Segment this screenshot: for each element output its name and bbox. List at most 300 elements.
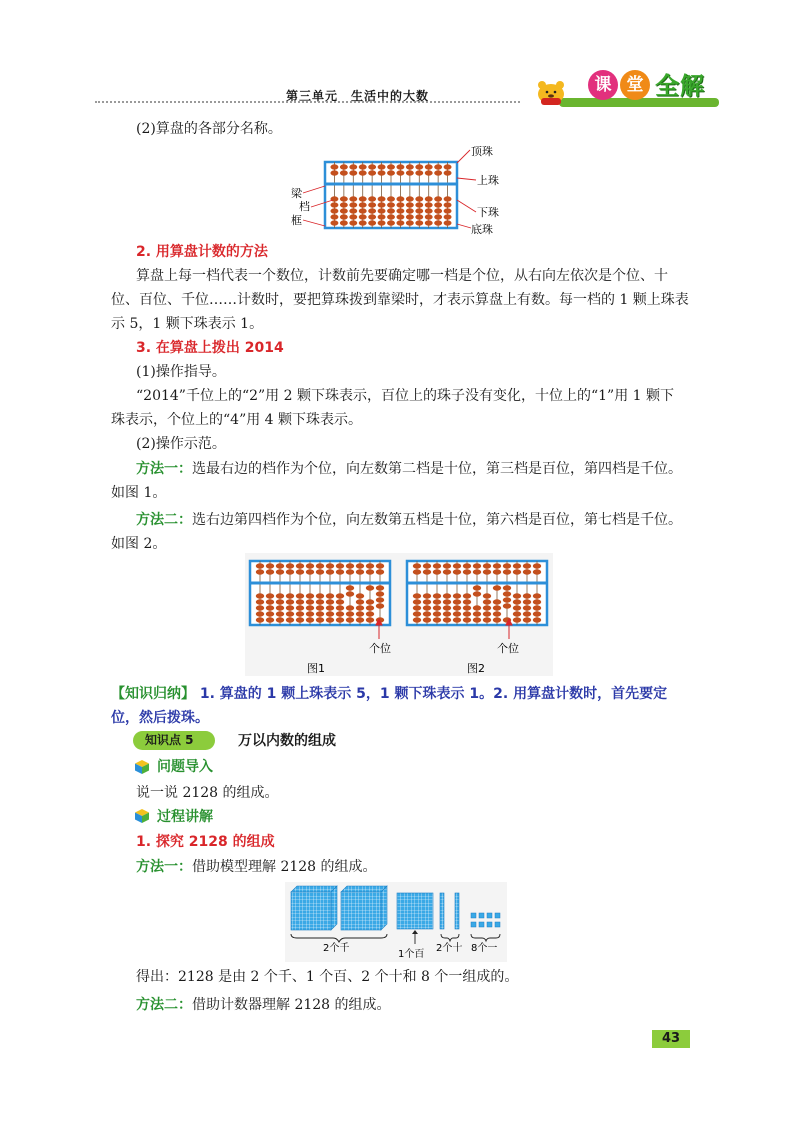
lower-bead (396, 202, 404, 207)
lower-bead (276, 605, 284, 610)
lower-bead (346, 585, 354, 590)
upper-bead (326, 563, 334, 568)
upper-bead (523, 563, 531, 568)
summary-label: 【知识归纳】 (111, 686, 195, 702)
lower-bead (513, 599, 521, 604)
intro-heading: 问题导入 (157, 759, 213, 775)
lower-bead (368, 202, 376, 207)
upper-bead (473, 569, 481, 574)
lower-bead (266, 593, 274, 598)
summary-line-2: 位，然后拨珠。 (111, 710, 209, 726)
section-3-heading: 3. 在算盘上拨出 2014 (136, 340, 284, 356)
lower-bead (346, 611, 354, 616)
lower-bead (266, 599, 274, 604)
lower-bead (378, 208, 386, 213)
label-top-bead: 顶珠 (471, 145, 493, 158)
upper-bead (340, 170, 348, 175)
kp5-method-2 (136, 994, 391, 1016)
lower-bead (463, 593, 471, 598)
lower-bead (387, 214, 395, 219)
lower-bead (425, 214, 433, 219)
lower-bead (483, 593, 491, 598)
lower-bead (444, 220, 452, 225)
method-2-cont: 如图 2。 (111, 536, 167, 552)
lower-bead (368, 214, 376, 219)
lower-bead (533, 611, 541, 616)
lower-bead (533, 617, 541, 622)
kp5-method-2-text: 借助计数器理解 2128 的组成。 (192, 997, 391, 1013)
ten-rod-1 (440, 893, 444, 929)
lower-bead (276, 617, 284, 622)
lower-bead (306, 605, 314, 610)
logo-char-3: 全解 (655, 72, 705, 100)
lower-bead (340, 214, 348, 219)
section-2-heading: 2. 用算盘计数的方法 (136, 244, 268, 260)
lower-bead (346, 617, 354, 622)
lower-bead (330, 208, 338, 213)
upper-bead (463, 563, 471, 568)
summary-text-1: 1. 算盘的 1 颗上珠表示 5，1 颗下珠表示 1。2. 用算盘计数时，首先要定 (195, 686, 668, 702)
lower-bead (413, 593, 421, 598)
lower-bead (434, 202, 442, 207)
abacus-parts-diagram (285, 140, 515, 240)
upper-bead (423, 563, 431, 568)
lower-bead (443, 593, 451, 598)
lower-bead (493, 585, 501, 590)
upper-bead (425, 170, 433, 175)
lower-bead (463, 617, 471, 622)
upper-bead (256, 563, 264, 568)
lower-bead (387, 196, 395, 201)
kp5-method-2-label: 方法二： (136, 997, 192, 1013)
upper-bead (443, 563, 451, 568)
hundred-flat (397, 893, 433, 929)
lower-bead (396, 196, 404, 201)
upper-bead (359, 170, 367, 175)
lower-bead (493, 599, 501, 604)
lower-bead (349, 214, 357, 219)
lower-bead (483, 605, 491, 610)
lower-bead (296, 617, 304, 622)
lower-bead (423, 611, 431, 616)
lower-bead (444, 202, 452, 207)
upper-bead (473, 563, 481, 568)
thousand-cube-2 (341, 886, 387, 930)
lower-bead (483, 599, 491, 604)
upper-bead (433, 569, 441, 574)
lower-bead (434, 196, 442, 201)
upper-bead (349, 170, 357, 175)
lower-bead (425, 208, 433, 213)
lower-bead (256, 611, 264, 616)
lower-bead (406, 202, 414, 207)
lower-bead (336, 599, 344, 604)
lower-bead (356, 593, 364, 598)
lower-bead (453, 599, 461, 604)
section-3-sub-2: (2)操作示范。 (136, 436, 226, 452)
upper-bead (336, 569, 344, 574)
upper-bead (296, 563, 304, 568)
fig1-caption: 图1 (307, 662, 325, 675)
lower-bead (423, 593, 431, 598)
lower-bead (433, 593, 441, 598)
upper-bead (286, 569, 294, 574)
lower-bead (425, 202, 433, 207)
lower-bead (433, 599, 441, 604)
label-upper-bead: 上珠 (477, 174, 499, 187)
lower-bead (473, 605, 481, 610)
upper-bead (296, 569, 304, 574)
lower-bead (316, 599, 324, 604)
upper-bead (434, 170, 442, 175)
upper-bead (378, 170, 386, 175)
guide-line-1: “2014”千位上的“2”用 2 颗下珠表示，百位上的珠子没有变化，十位上的“1”用 1 颗下 (136, 388, 675, 404)
fig2-caption: 图2 (467, 662, 485, 675)
lower-bead (359, 196, 367, 201)
label-beam: 梁 (291, 187, 302, 200)
lower-bead (276, 593, 284, 598)
upper-bead (433, 563, 441, 568)
logo-char-1: 课 (588, 70, 618, 100)
lower-bead (434, 208, 442, 213)
lower-bead (453, 617, 461, 622)
lower-bead (316, 605, 324, 610)
upper-bead (356, 563, 364, 568)
lower-bead (443, 605, 451, 610)
upper-bead (366, 563, 374, 568)
lower-bead (533, 605, 541, 610)
lower-bead (306, 611, 314, 616)
logo-char-2: 堂 (620, 70, 650, 100)
lower-bead (425, 220, 433, 225)
lower-bead (366, 605, 374, 610)
bear-mascot-icon (533, 76, 573, 106)
lower-bead (359, 220, 367, 225)
upper-bead (423, 569, 431, 574)
upper-bead (453, 563, 461, 568)
lower-bead (266, 605, 274, 610)
lower-bead (296, 599, 304, 604)
lower-bead (256, 593, 264, 598)
section-2-line-2: 位、百位、千位……计数时，要把算珠拨到靠梁时，才表示算盘上有数。每一档的 1 颗上珠表 (111, 292, 689, 308)
lower-bead (256, 617, 264, 622)
kp5-method-1-text: 借助模型理解 2128 的组成。 (192, 859, 377, 875)
hundreds-label: 1个百 (398, 949, 425, 960)
lower-bead (378, 196, 386, 201)
lower-bead (523, 611, 531, 616)
chapter-title: 第三单元 生活中的大数 (286, 89, 430, 103)
lower-bead (523, 593, 531, 598)
lower-bead (503, 591, 511, 596)
lower-bead (359, 202, 367, 207)
lower-bead (286, 611, 294, 616)
section-2-line-1: 算盘上每一档代表一个数位，计数前先要确定哪一档是个位，从右向左依次是个位、十 (136, 268, 668, 284)
lower-bead (378, 220, 386, 225)
lower-bead (415, 208, 423, 213)
upper-bead (266, 569, 274, 574)
upper-bead (368, 170, 376, 175)
lower-bead (326, 617, 334, 622)
method-1-cont: 如图 1。 (111, 485, 167, 501)
lower-bead (340, 220, 348, 225)
fig2-pointer-label: 个位 (497, 642, 519, 655)
upper-bead (387, 170, 395, 175)
lower-bead (356, 599, 364, 604)
lower-bead (256, 605, 264, 610)
upper-bead (483, 569, 491, 574)
lower-bead (306, 593, 314, 598)
lower-bead (366, 599, 374, 604)
upper-bead (444, 164, 452, 169)
lower-bead (306, 599, 314, 604)
intro-text: 说一说 2128 的组成。 (136, 785, 279, 801)
upper-bead (286, 563, 294, 568)
lower-bead (276, 611, 284, 616)
upper-bead (387, 164, 395, 169)
lower-bead (415, 196, 423, 201)
lower-bead (503, 585, 511, 590)
lower-bead (463, 611, 471, 616)
lower-bead (326, 611, 334, 616)
upper-bead (340, 164, 348, 169)
upper-bead (346, 563, 354, 568)
ones-label: 8个一 (471, 943, 498, 954)
upper-bead (533, 563, 541, 568)
lower-bead (463, 599, 471, 604)
lower-bead (415, 202, 423, 207)
lower-bead (493, 617, 501, 622)
lower-bead (378, 214, 386, 219)
label-lower-bead: 下珠 (477, 206, 499, 219)
lower-bead (444, 196, 452, 201)
lower-bead (406, 208, 414, 213)
lower-bead (413, 599, 421, 604)
lower-bead (396, 214, 404, 219)
lower-bead (433, 605, 441, 610)
upper-bead (330, 170, 338, 175)
lower-bead (376, 585, 384, 590)
header-divider (95, 101, 520, 103)
upper-bead (406, 170, 414, 175)
lower-bead (296, 593, 304, 598)
lower-bead (387, 220, 395, 225)
knowledge-point-title: 万以内数的组成 (238, 733, 336, 749)
lower-bead (483, 617, 491, 622)
page-number: 43 (652, 1030, 690, 1048)
upper-bead (376, 569, 384, 574)
lower-bead (349, 208, 357, 213)
lower-bead (533, 599, 541, 604)
lower-bead (378, 202, 386, 207)
upper-bead (493, 563, 501, 568)
tens-label: 2个十 (436, 943, 463, 954)
lower-bead (443, 611, 451, 616)
upper-bead (366, 569, 374, 574)
upper-bead (415, 170, 423, 175)
lower-bead (523, 605, 531, 610)
lower-bead (316, 593, 324, 598)
upper-bead (276, 569, 284, 574)
upper-bead (425, 164, 433, 169)
lower-bead (340, 208, 348, 213)
label-frame: 框 (291, 214, 302, 227)
lower-bead (453, 605, 461, 610)
lower-bead (493, 605, 501, 610)
thousand-cube-1 (291, 886, 337, 930)
lower-bead (415, 220, 423, 225)
lower-bead (296, 611, 304, 616)
upper-bead (266, 563, 274, 568)
lower-bead (396, 220, 404, 225)
upper-bead (503, 569, 511, 574)
lower-bead (444, 214, 452, 219)
upper-bead (453, 569, 461, 574)
lower-bead (349, 220, 357, 225)
fig1-pointer-label: 个位 (369, 642, 391, 655)
method-2-label: 方法二： (136, 512, 192, 528)
section-2-line-3: 示 5，1 颗下珠表示 1。 (111, 316, 264, 332)
lower-bead (473, 591, 481, 596)
lower-bead (340, 202, 348, 207)
lower-bead (423, 617, 431, 622)
method-1-label: 方法一： (136, 461, 192, 477)
lower-bead (444, 208, 452, 213)
lower-bead (413, 605, 421, 610)
lower-bead (434, 214, 442, 219)
lower-bead (406, 214, 414, 219)
lower-bead (453, 611, 461, 616)
upper-bead (316, 569, 324, 574)
lower-bead (523, 617, 531, 622)
lower-bead (336, 611, 344, 616)
lower-bead (493, 611, 501, 616)
series-logo (533, 68, 728, 108)
lower-bead (396, 208, 404, 213)
lower-bead (286, 617, 294, 622)
lower-bead (533, 593, 541, 598)
lower-bead (376, 597, 384, 602)
upper-bead (503, 563, 511, 568)
lower-bead (336, 605, 344, 610)
lower-bead (296, 605, 304, 610)
lower-bead (256, 599, 264, 604)
upper-bead (413, 563, 421, 568)
method-2-line (136, 509, 682, 531)
lower-bead (387, 202, 395, 207)
lower-bead (513, 611, 521, 616)
lower-bead (473, 617, 481, 622)
lower-bead (356, 605, 364, 610)
lower-bead (356, 617, 364, 622)
lower-bead (413, 611, 421, 616)
ten-rod-2 (455, 893, 459, 929)
section-3-sub-1: (1)操作指导。 (136, 364, 226, 380)
knowledge-point-tag: 知识点 5 (133, 731, 215, 750)
lower-bead (316, 617, 324, 622)
lower-bead (523, 599, 531, 604)
explore-heading: 1. 探究 2128 的组成 (136, 834, 275, 850)
lower-bead (346, 591, 354, 596)
upper-bead (415, 164, 423, 169)
upper-bead (396, 170, 404, 175)
lower-bead (453, 593, 461, 598)
lower-bead (406, 196, 414, 201)
lower-bead (443, 617, 451, 622)
lower-bead (336, 617, 344, 622)
upper-bead (276, 563, 284, 568)
lower-bead (513, 617, 521, 622)
upper-bead (443, 569, 451, 574)
lower-bead (415, 214, 423, 219)
cube-icon (134, 808, 150, 824)
lower-bead (406, 220, 414, 225)
upper-bead (306, 563, 314, 568)
kp5-method-1-label: 方法一： (136, 859, 192, 875)
upper-bead (330, 164, 338, 169)
lower-bead (433, 611, 441, 616)
upper-bead (378, 164, 386, 169)
lower-bead (340, 196, 348, 201)
result-text: 得出：2128 是由 2 个千、1 个百、2 个十和 8 个一组成的。 (136, 969, 519, 985)
upper-bead (444, 170, 452, 175)
lower-bead (266, 611, 274, 616)
lower-bead (473, 585, 481, 590)
upper-bead (483, 563, 491, 568)
method-1-line (136, 458, 682, 480)
lower-bead (359, 208, 367, 213)
lower-bead (368, 196, 376, 201)
summary-line-1 (111, 683, 667, 705)
lower-bead (306, 617, 314, 622)
lower-bead (326, 605, 334, 610)
upper-bead (513, 563, 521, 568)
label-bottom-bead: 底珠 (471, 223, 493, 236)
lower-bead (413, 617, 421, 622)
upper-bead (316, 563, 324, 568)
thousands-label: 2个千 (323, 943, 350, 954)
lower-bead (286, 605, 294, 610)
lower-bead (330, 220, 338, 225)
cube-icon (134, 759, 150, 775)
lower-bead (443, 599, 451, 604)
upper-bead (368, 164, 376, 169)
lower-bead (349, 196, 357, 201)
process-heading: 过程讲解 (157, 809, 213, 825)
upper-bead (326, 569, 334, 574)
method-1-text: 选最右边的档作为个位，向左数第二档是十位，第三档是百位，第四档是千位。 (192, 461, 682, 477)
abacus-parts-heading: (2)算盘的各部分名称。 (136, 121, 282, 137)
lower-bead (316, 611, 324, 616)
lower-bead (503, 603, 511, 608)
lower-bead (330, 202, 338, 207)
kp5-method-1 (136, 856, 377, 878)
label-rod: 档 (299, 200, 310, 213)
lower-bead (503, 597, 511, 602)
lower-bead (423, 605, 431, 610)
lower-bead (276, 599, 284, 604)
upper-bead (356, 569, 364, 574)
lower-bead (513, 593, 521, 598)
lower-bead (433, 617, 441, 622)
lower-bead (387, 208, 395, 213)
lower-bead (368, 208, 376, 213)
guide-line-2: 珠表示，个位上的“4”用 4 颗下珠表示。 (111, 412, 363, 428)
lower-bead (330, 214, 338, 219)
upper-bead (513, 569, 521, 574)
upper-bead (349, 164, 357, 169)
upper-bead (533, 569, 541, 574)
lower-bead (368, 220, 376, 225)
